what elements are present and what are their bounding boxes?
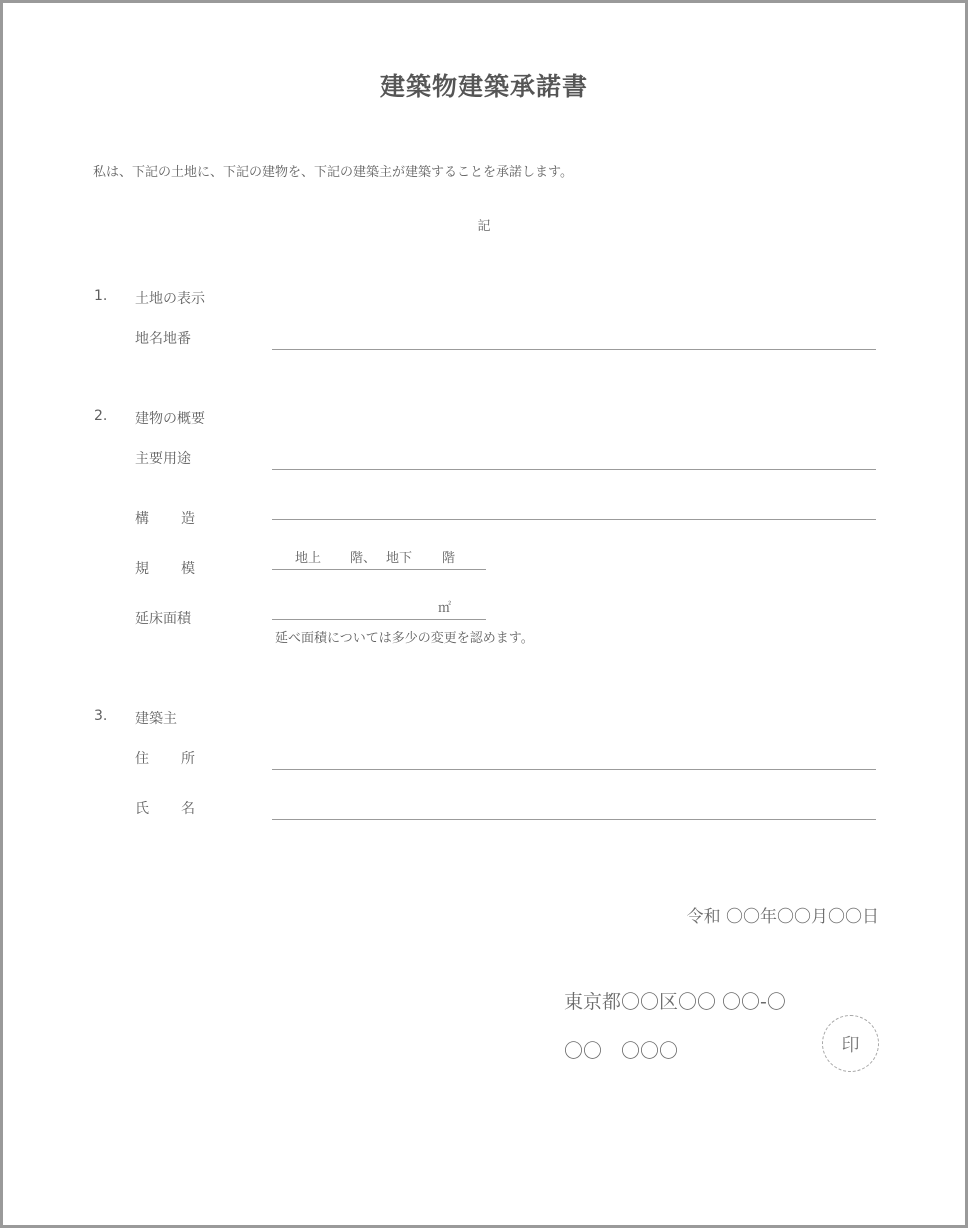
section-1-number: 1. [94, 288, 108, 304]
intro-text: 私は、下記の土地に、下記の建物を、下記の建築主が建築することを承諾します。 [93, 165, 573, 180]
main-use-line[interactable] [272, 469, 876, 470]
section-3-heading: 建築主 [135, 711, 177, 727]
address-line[interactable] [272, 769, 876, 770]
name-label-1: 氏 [135, 801, 149, 817]
scale-label-1: 規 [135, 561, 149, 577]
name-label-2: 名 [181, 801, 195, 817]
section-2-heading: 建物の概要 [135, 411, 205, 427]
signer-address: 東京都〇〇区〇〇 〇〇-〇 [564, 991, 786, 1013]
structure-label-2: 造 [181, 511, 195, 527]
name-line[interactable] [272, 819, 876, 820]
floor-unit-2-text: 階 [442, 551, 456, 566]
signer-name: 〇〇 〇〇〇 [564, 1040, 679, 1062]
scale-line[interactable] [272, 569, 486, 570]
floor-unit-1-text: 階、 [350, 551, 377, 566]
ki-heading: 記 [477, 219, 491, 234]
address-label-2: 所 [181, 751, 195, 767]
above-ground-text: 地上 [295, 551, 322, 566]
structure-label-1: 構 [135, 511, 149, 527]
section-2-number: 2. [94, 408, 108, 424]
land-lot-label: 地名地番 [135, 331, 191, 347]
seal-text: 印 [841, 1034, 860, 1056]
floor-area-line[interactable] [272, 619, 486, 620]
scale-label-2: 模 [181, 561, 195, 577]
section-1-heading: 土地の表示 [135, 291, 205, 307]
address-label-1: 住 [135, 751, 149, 767]
main-use-label: 主要用途 [135, 451, 191, 467]
below-ground-text: 地下 [386, 551, 413, 566]
document-date: 令和 〇〇年〇〇月〇〇日 [686, 907, 879, 927]
structure-line[interactable] [272, 519, 876, 520]
document-title: 建築物建築承諾書 [379, 72, 588, 101]
land-lot-line[interactable] [272, 349, 876, 350]
area-unit-text: ㎡ [438, 601, 452, 616]
seal-stamp [822, 1015, 879, 1072]
area-note-text: 延べ面積については多少の変更を認めます。 [275, 631, 534, 646]
floor-area-label: 延床面積 [135, 611, 191, 627]
section-3-number: 3. [94, 708, 108, 724]
